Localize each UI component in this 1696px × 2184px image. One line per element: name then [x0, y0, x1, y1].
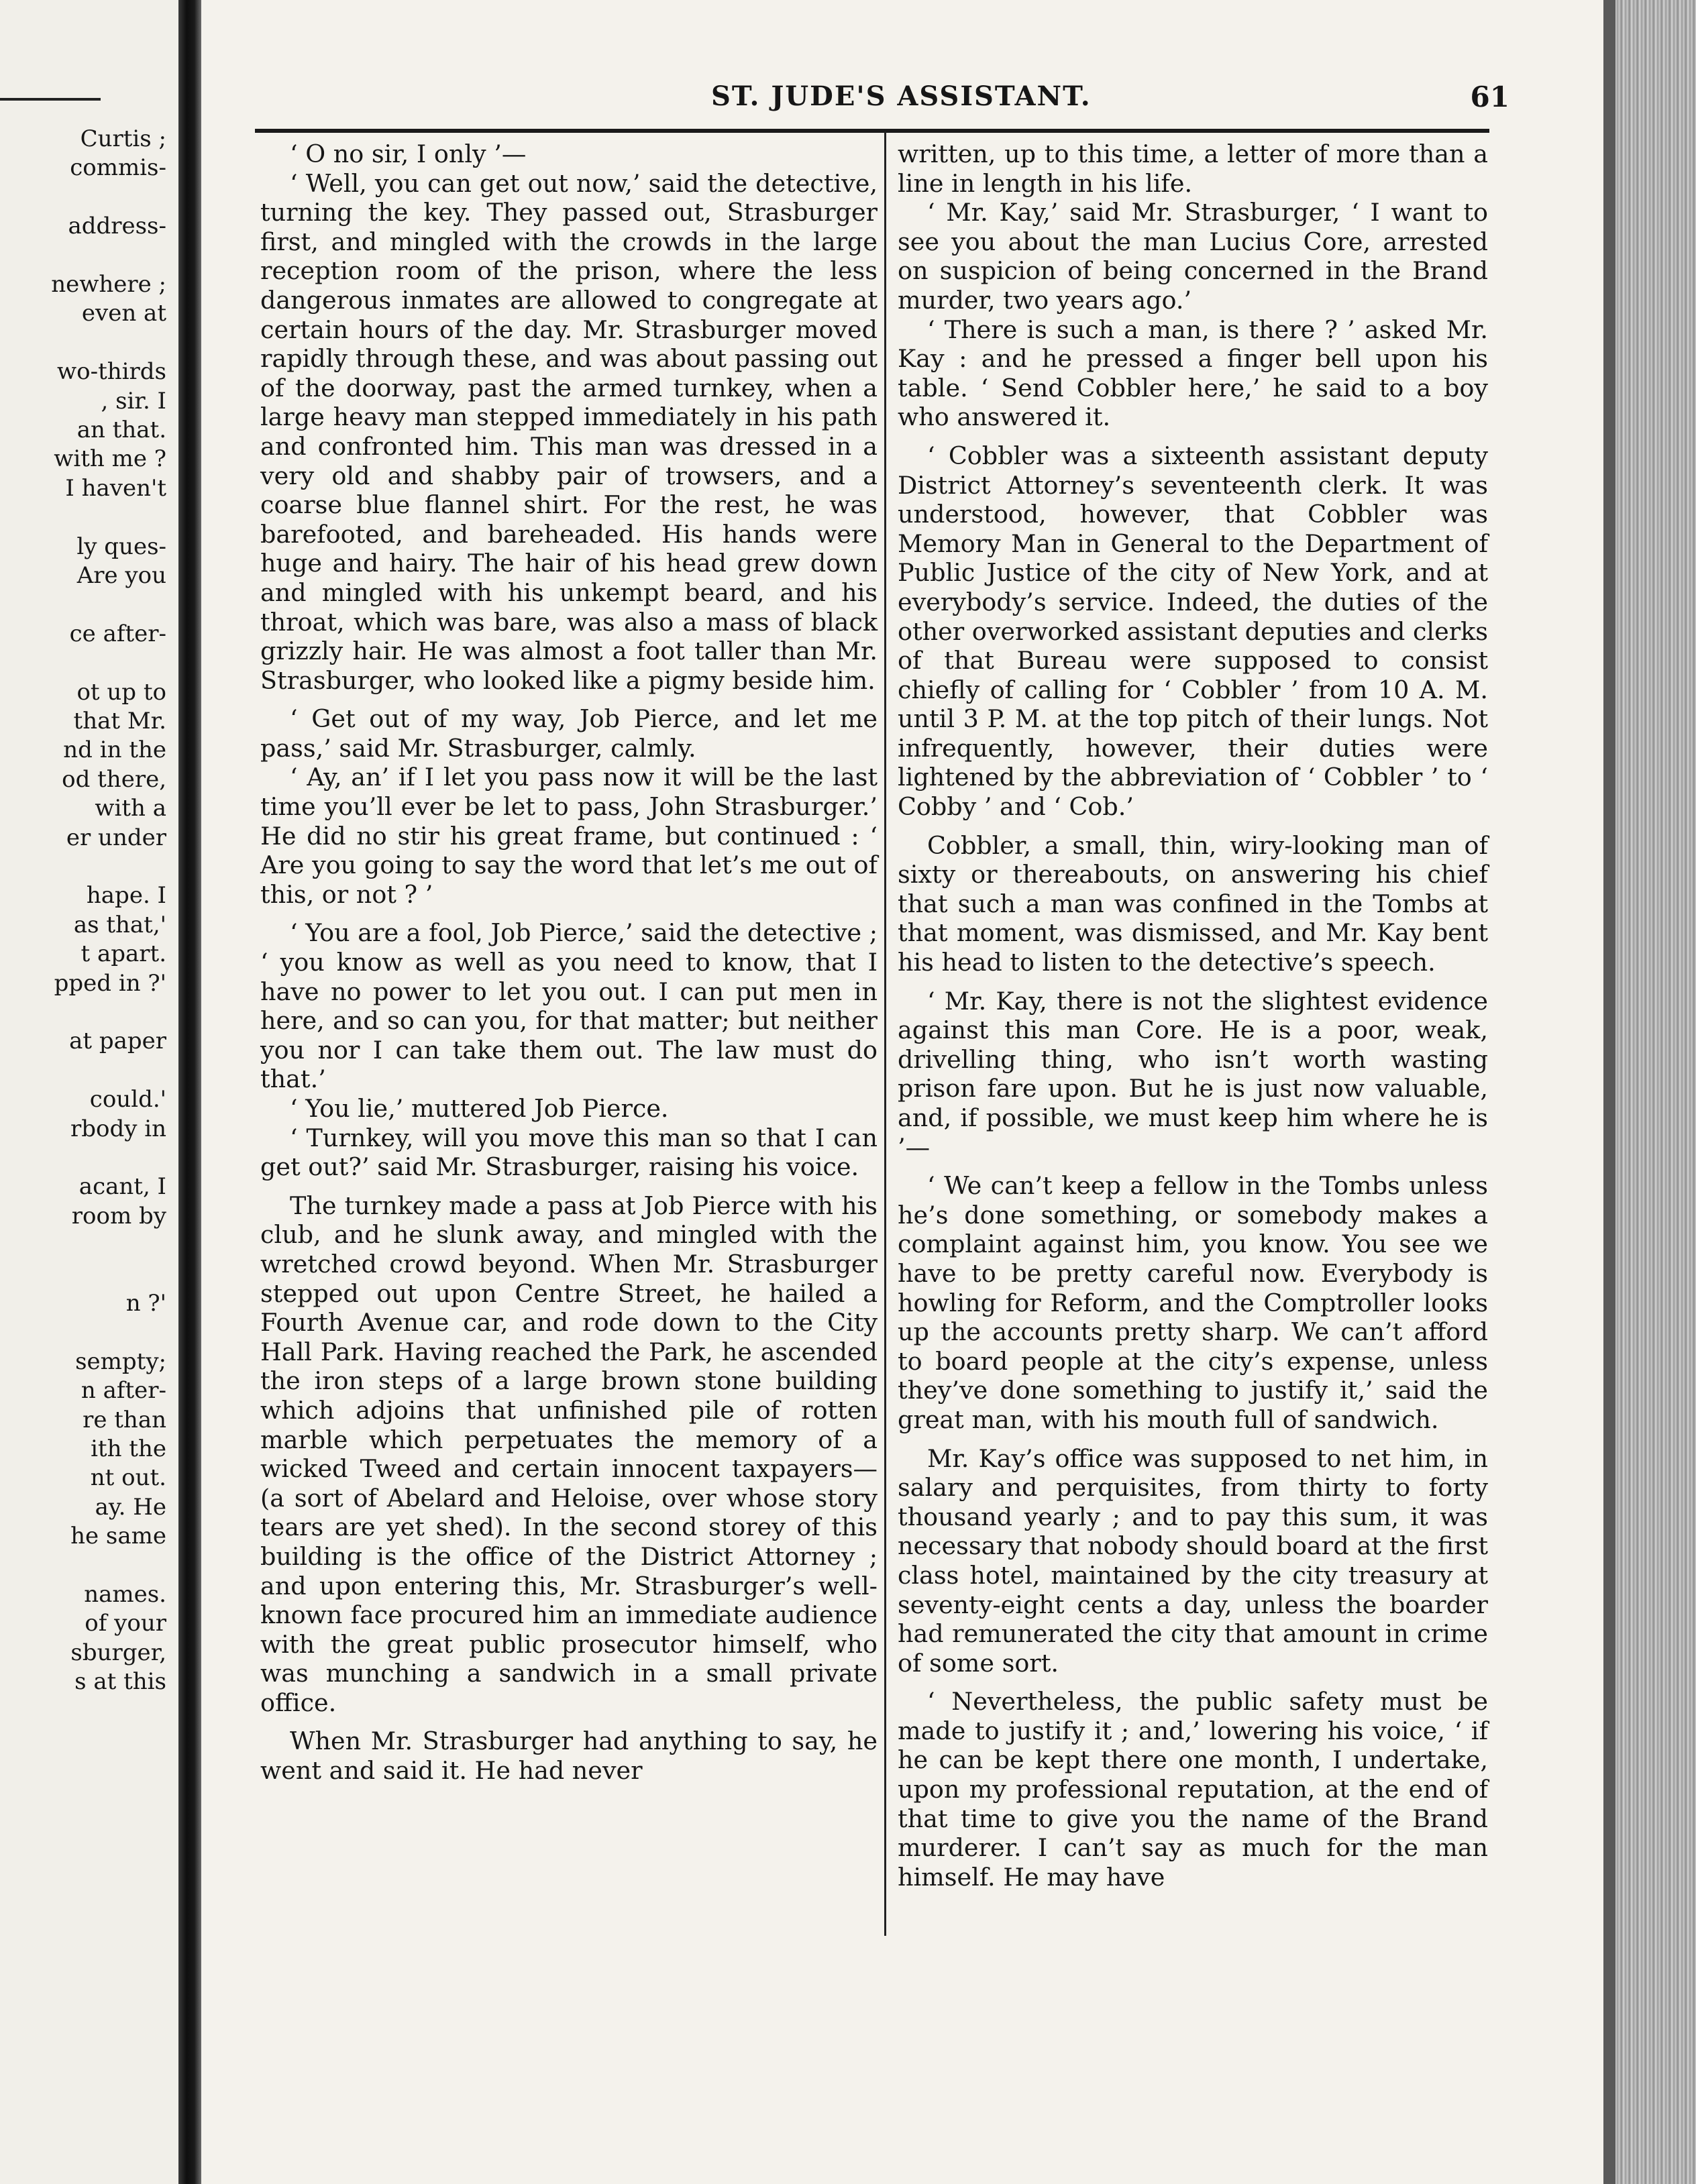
facing-page-fragment: n ?' — [125, 1290, 166, 1317]
paragraph: ‘ Nevertheless, the public safety must be made to justify it ; and,’ lowering his voice, ‘ if he can be kept there one month, I undertake, upon my professional reputation, at the end of that time to give you the name of the Brand murderer. I can’t say as much for the man himself. He may have — [898, 1687, 1488, 1892]
paragraph: ‘ Mr. Kay,’ said Mr. Strasburger, ‘ I want to see you about the man Lucius Core, arrested on suspicion of being concerned in the Brand murder, two years ago.’ — [898, 198, 1488, 315]
paragraph: ‘ You are a fool, Job Pierce,’ said the detective ; ‘ you know as well as you need to know, that I have no power to let you out. I can put men in here, and so can you, for that matter; but neither you nor I can take them out. The law must do that.’ — [260, 918, 878, 1094]
header-rule — [255, 129, 1489, 133]
paragraph: ‘ Well, you can get out now,’ said the detective, turning the key. They passed out, Strasburger first, and mingled with the crowds in the large reception room of the prison, where the less dangerous inmates are allowed to congregate at certain hours of the day. Mr. Strasburger moved rapidly through these, and was about passing out of the doorway, past the armed turnkey, when a large heavy man stepped immediately in his path and confronted him. This man was dressed in a very old and shabby pair of trowsers, and a coarse blue flannel shirt. For the rest, he was barefooted, and bareheaded. His hands were huge and hairy. The hair of his head grew down and mingled with his unkempt beard, and his throat, which was bare, was also a mass of black grizzly hair. He was almost a foot taller than Mr. Strasburger, who looked like a pigmy beside him. — [260, 168, 878, 695]
facing-page-fragment: sempty; — [75, 1348, 166, 1375]
facing-page-fragment: sburger, — [70, 1639, 166, 1666]
paragraph: When Mr. Strasburger had anything to say, he went and said it. He had never — [260, 1727, 878, 1786]
paragraph: ‘ Cobbler was a sixteenth assistant deputy District Attorney’s seventeenth clerk. It was understood, however, that Cobbler was Memory Man in General to the Department of Public Justice of the city of New York, and at everybody’s service. Indeed, the duties of the other overworked assistant deputies and clerks of that Bureau were supposed to consist chiefly of calling for ‘ Cobbler ’ from 10 A. M. until 3 P. M. at the top pitch of their lungs. Not infrequently, however, their duties were lightened by the abbreviation of ‘ Cobbler ’ to ‘ Cobby ’ and ‘ Cob.’ — [898, 441, 1488, 822]
page-header — [282, 75, 1509, 115]
paragraph: ‘ O no sir, I only ’— — [290, 140, 527, 168]
facing-page-fragment: pped in ?' — [54, 969, 166, 997]
paragraph: Cobbler, a small, thin, wiry-looking man of sixty or thereabouts, on answering his chief that such a man was confined in the Tombs at that moment, was dismissed, and Mr. Kay bent his head to listen to the detective’s speech. — [898, 830, 1488, 977]
facing-page-fragment: nd in the — [63, 736, 166, 764]
facing-page-fragment: that Mr. — [73, 708, 166, 734]
facing-page-fragment: Are you — [76, 562, 166, 589]
facing-page-fragment: od there, — [62, 765, 166, 793]
facing-page-fragment: hape. I — [86, 882, 166, 910]
facing-page-fragment: at paper — [69, 1028, 166, 1055]
facing-page-fragment: he same — [70, 1523, 166, 1550]
facing-page-fragment: ot up to — [76, 678, 166, 706]
facing-page-fragment: with me ? — [54, 445, 166, 473]
facing-page-fragment: wo-thirds — [57, 358, 166, 386]
paragraph: ‘ There is such a man, is there ? ’ asked Mr. Kay : and he pressed a finger bell upon his table. ‘ Send Cobbler here,’ he said to a boy who answered it. — [898, 315, 1488, 432]
paragraph: ‘ Ay, an’ if I let you pass now it will be the last time you’ll ever be let to pass, John Strasburger.’ He did no stir his great frame, but continued : ‘ Are you going to say the word that let’s me out of this, or not ? ’ — [260, 763, 878, 909]
facing-page-fragment: ce after- — [69, 620, 166, 647]
facing-page-fragment: commis- — [70, 154, 166, 182]
facing-page-fragment: ly ques- — [76, 533, 166, 560]
facing-page-fragment: Curtis ; — [80, 125, 166, 152]
facing-page-fragment: rbody in — [70, 1115, 166, 1142]
facing-page-fragment: of your — [85, 1610, 166, 1637]
facing-page-fragment: acant, I — [78, 1173, 166, 1201]
page-edges — [1603, 0, 1696, 2184]
facing-page-fragment: re than — [83, 1406, 166, 1433]
facing-page-fragment: even at — [81, 300, 166, 327]
paragraph: ‘ Turnkey, will you move this man so that I can get out?’ said Mr. Strasburger, raising his voice. — [260, 1123, 878, 1182]
facing-page-fragment: with a — [95, 795, 166, 822]
facing-page-fragment: could.' — [89, 1086, 166, 1113]
facing-page-fragment: ay. He — [95, 1493, 166, 1521]
paragraph: ‘ Mr. Kay, there is not the slightest evidence against this man Core. He is a poor, weak, drivelling thing, who isn’t worth wasting prison fare upon. But he is just now valuable, and, if possible, we must keep him where he is ’— — [898, 986, 1488, 1162]
facing-page-fragment: I haven't — [65, 474, 166, 502]
paragraph: The turnkey made a pass at Job Pierce with his club, and he slunk away, and mingled with the wretched crowd beyond. When Mr. Strasburger stepped out upon Centre Street, he hailed a Fourth Avenue car, and rode down to the City Hall Park. Having reached the Park, he ascended the iron steps of a large brown stone building which adjoins that unfinished pile of rotten marble which perpetuates the memory of a wicked Tweed and certain innocent taxpayers—(a sort of Abelard and Heloise, over whose story tears are yet shed). In the second storey of this building is the office of the District Attorney ; and upon entering this, Mr. Strasburger’s well-known face procured him an immediate audience with the great public prosecutor himself, who was munching a sandwich in a small private office. — [260, 1191, 878, 1717]
facing-page-fragment: names. — [84, 1581, 166, 1608]
facing-page-fragment: address- — [68, 213, 166, 240]
facing-page-fragment: as that,' — [73, 911, 166, 938]
paragraph: ‘ You lie,’ muttered Job Pierce. — [290, 1094, 669, 1123]
left-text-column — [260, 140, 878, 1786]
paragraph: written, up to this time, a letter of more than a line in length in his life. — [898, 140, 1488, 198]
facing-page-fragment: room by — [71, 1202, 166, 1230]
facing-page-fragment: nt out. — [90, 1464, 166, 1492]
running-title: ST. JUDE'S ASSISTANT. — [711, 80, 1092, 112]
facing-page-fragment: t apart. — [81, 940, 166, 968]
facing-page-fragment: n after- — [81, 1377, 166, 1405]
right-text-column — [898, 140, 1488, 1892]
column-divider — [884, 131, 886, 1936]
facing-page-fragment: ith the — [91, 1435, 166, 1462]
facing-page-fragment: newhere ; — [51, 271, 166, 298]
facing-page-rule — [0, 98, 101, 101]
facing-page-fragment: s at this — [74, 1668, 166, 1696]
paragraph: ‘ We can’t keep a fellow in the Tombs unless he’s done something, or somebody makes a complaint against him, you know. You see we have to be pretty careful now. Everybody is howling for Reform, and the Comptroller looks up the accounts pretty sharp. We can’t afford to board people at the city’s expense, unless they’ve done something to justify it,’ said the great man, with his mouth full of sandwich. — [898, 1171, 1488, 1434]
book-gutter — [178, 0, 201, 2184]
paragraph: ‘ Get out of my way, Job Pierce, and let me pass,’ said Mr. Strasburger, calmly. — [260, 704, 878, 763]
facing-page-fragment: , sir. I — [101, 387, 166, 415]
facing-page-fragment: er under — [66, 824, 166, 851]
facing-page-fragment: an that. — [76, 417, 166, 443]
facing-page — [0, 0, 178, 2184]
paragraph: Mr. Kay’s office was supposed to net him, in salary and perquisites, from thirty to forty thousand yearly ; and to pay this sum, it was necessary that nobody should board at the first class hotel, maintained by the city treasury at seventy-eight cents a day, unless the boarder had remunerated the city that amount in crime of some sort. — [898, 1443, 1488, 1678]
page-number: 61 — [1470, 80, 1509, 113]
